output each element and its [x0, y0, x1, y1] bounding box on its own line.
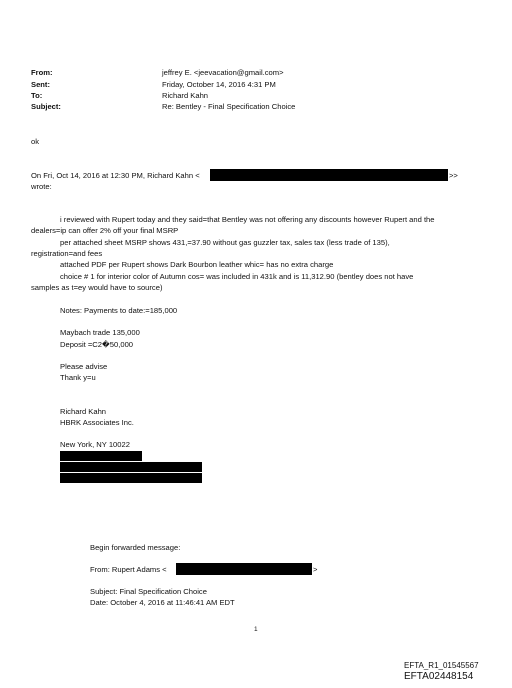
forwarded-from: From: Rupert Adams <	[90, 565, 167, 574]
bates-number-1: EFTA_R1_01545567	[404, 661, 479, 670]
signature-company: HBRK Associates Inc.	[60, 418, 134, 427]
bates-number-2: EFTA02448154	[404, 671, 474, 682]
body-line: samples as t=ey would have to source)	[31, 283, 163, 292]
sent-label: Sent:	[31, 80, 50, 89]
advise-line: Please advise	[60, 362, 108, 371]
signature-city: New York, NY 10022	[60, 440, 130, 449]
redaction-signature	[60, 462, 202, 472]
reply-text: ok	[31, 137, 40, 146]
body-line: registration=and fees	[31, 249, 103, 258]
quote-attribution: On Fri, Oct 14, 2016 at 12:30 PM, Richard Kahn <	[31, 171, 200, 180]
to-value: Richard Kahn	[162, 91, 209, 100]
redaction-email	[210, 169, 448, 181]
subject-label: Subject:	[31, 102, 61, 111]
trade-line: Maybach trade 135,000	[60, 328, 140, 337]
forwarded-heading: Begin forwarded message:	[90, 543, 181, 552]
redaction-signature	[60, 451, 142, 461]
redaction-signature	[60, 473, 202, 483]
forwarded-subject: Subject: Final Specification Choice	[90, 587, 207, 596]
redaction-forwarded-email	[176, 563, 312, 575]
to-label: To:	[31, 91, 43, 100]
body-line: attached PDF per Rupert shows Dark Bourbon leather whic= has no extra charge	[60, 260, 334, 269]
body-line: choice # 1 for interior color of Autumn cos= was included in 431k and is 11,312.90 (bentley does not have	[60, 272, 414, 281]
quote-wrote: wrote:	[31, 182, 52, 191]
from-label: From:	[31, 68, 53, 77]
from-value: jeffrey E. <jeevacation@gmail.com>	[162, 68, 284, 77]
subject-value: Re: Bentley - Final Specification Choice	[162, 102, 296, 111]
body-line: i reviewed with Rupert today and they said=that Bentley was not offering any discounts however Rupert and the	[60, 215, 435, 224]
deposit-line: Deposit =C2�50,000	[60, 340, 134, 349]
body-line: dealers=ip can offer 2% off your final MSRP	[31, 226, 179, 235]
page-number: 1	[254, 626, 258, 633]
quote-attribution-suffix: >>	[449, 171, 458, 180]
thanks-line: Thank y=u	[60, 373, 96, 382]
forwarded-from-suffix: >	[313, 565, 318, 574]
notes-line: Notes: Payments to date:=185,000	[60, 306, 178, 315]
forwarded-date: Date: October 4, 2016 at 11:46:41 AM EDT	[90, 598, 235, 607]
signature-name: Richard Kahn	[60, 407, 107, 416]
body-line: per attached sheet MSRP shows 431,=37.90 without gas guzzler tax, sales tax (less trade of 135),	[60, 238, 390, 247]
sent-value: Friday, October 14, 2016 4:31 PM	[162, 80, 276, 89]
